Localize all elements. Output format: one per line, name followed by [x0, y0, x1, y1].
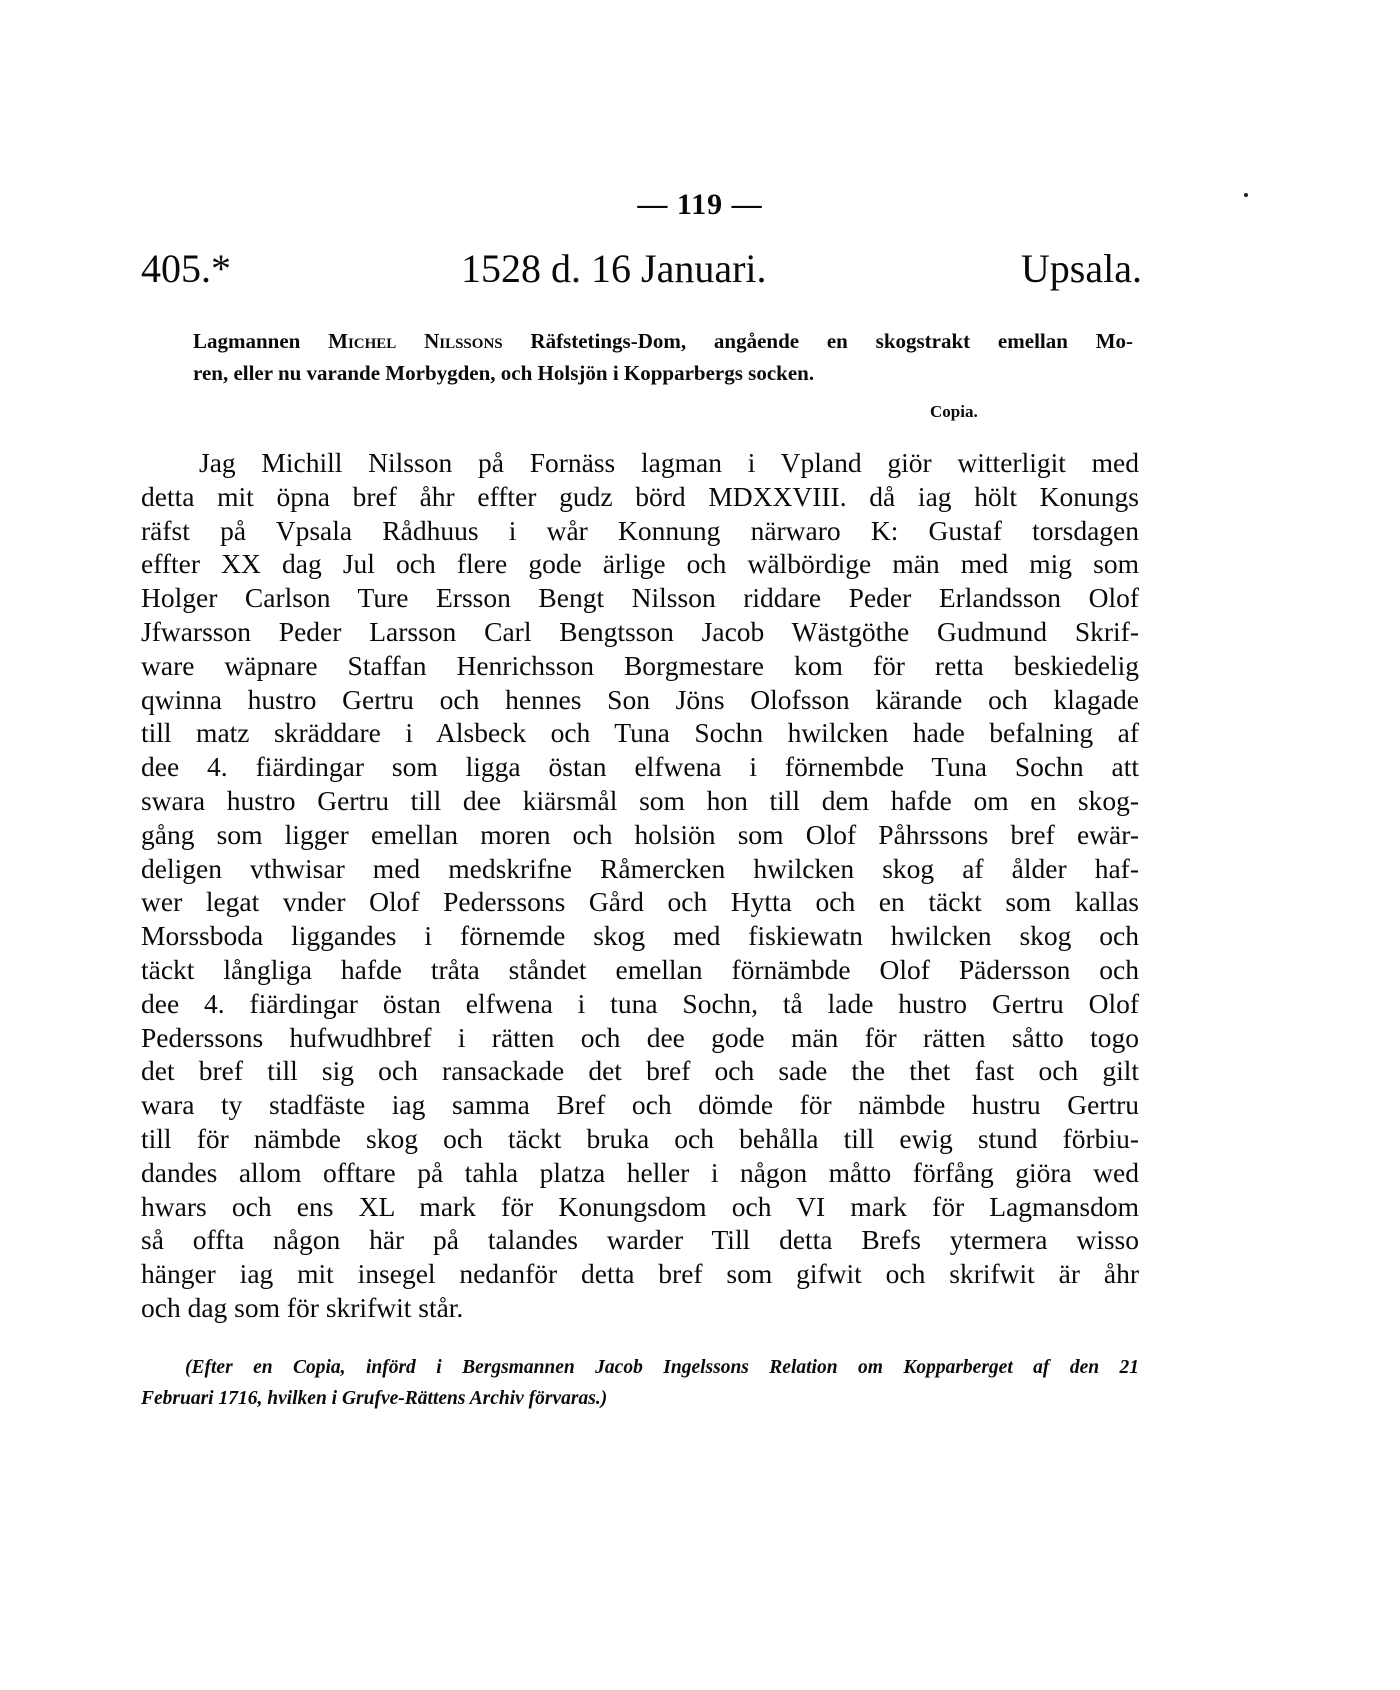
body-line: det bref till sig och ransackade det bref och sade the thet fast och gilt	[141, 1055, 1139, 1087]
body-line: gång som ligger emellan moren och holsiön som Olof Påhrssons bref ewär-	[141, 818, 1139, 850]
body-line: detta mit öpna bref åhr effter gudz börd MDXXVIII. då iag hölt Konungs	[141, 480, 1139, 512]
body-line: Jfwarsson Peder Larsson Carl Bengtsson Jacob Wästgöthe Gudmund Skrif-	[141, 615, 1139, 647]
body-line: dee 4. fiärdingar östan elfwena i tuna Sochn, tå lade hustro Gertru Olof	[141, 987, 1139, 1019]
body-line: till för nämbde skog och täckt bruka och behålla till ewig stund förbiu-	[141, 1122, 1139, 1154]
summary-line-2: ren, eller nu varande Morbygden, och Holsjön i Kopparbergs socken.	[193, 361, 815, 385]
document-place: Upsala.	[1020, 246, 1142, 291]
body-line: Pederssons hufwudhbref i rätten och dee gode män för rätten såtto togo	[141, 1021, 1139, 1053]
copia-label: Copia.	[930, 402, 978, 421]
body-line: hwars och ens XL mark för Konungsdom och VI mark för Lagmansdom	[141, 1190, 1139, 1222]
body-line: Jag Michill Nilsson på Fornäss lagman i Vpland giör witterligit med	[199, 447, 1139, 478]
document-number: 405.*	[141, 246, 231, 291]
body-line: täckt långliga hafde tråta ståndet emellan förnämbde Olof Pädersson och	[141, 953, 1139, 985]
body-line: deligen vthwisar med medskrifne Råmercken hwilcken skog af ålder haf-	[141, 852, 1139, 884]
body-line: hänger iag mit insegel nedanför detta bref som gifwit och skrifwit är åhr	[141, 1258, 1139, 1290]
body-line: dee 4. fiärdingar som ligga östan elfwena i förnembde Tuna Sochn att	[141, 751, 1139, 783]
body-line: dandes allom offtare på tahla platza heller i någon måtto förfång giöra wed	[141, 1156, 1139, 1188]
body-line: effter XX dag Jul och flere gode ärlige och wälbördige män med mig som	[141, 548, 1139, 580]
ink-speck	[1244, 193, 1248, 197]
document-summary	[193, 325, 1133, 389]
summary-person-name: Michel Nilssons	[328, 329, 503, 353]
summary-line-1-rest: Räfstetings-Dom, angående en skogstrakt emellan Mo-	[530, 329, 1134, 353]
body-text	[141, 446, 1139, 1325]
source-footnote	[141, 1352, 1139, 1414]
body-line: så offta någon här på talandes warder Till detta Brefs ytermera wisso	[141, 1224, 1139, 1256]
page-number: — 119 —	[637, 188, 763, 221]
body-line: wer legat vnder Olof Pederssons Gård och Hytta och en täckt som kallas	[141, 886, 1139, 918]
summary-lead: Lagmannen	[193, 329, 301, 353]
body-line: Morssboda liggandes i förnemde skog med fiskiewatn hwilcken skog och	[141, 920, 1139, 952]
footnote-line-2: Februari 1716, hvilken i Grufve-Rättens Archiv förvaras.)	[141, 1388, 608, 1409]
body-line: Holger Carlson Ture Ersson Bengt Nilsson riddare Peder Erlandsson Olof	[141, 582, 1139, 614]
body-line: wara ty stadfäste iag samma Bref och dömde för nämbde hustru Gertru	[141, 1089, 1139, 1121]
summary-line-1	[193, 325, 1133, 357]
document-date: 1528 d. 16 Januari.	[461, 246, 767, 291]
body-line: räfst på Vpsala Rådhuus i wår Konnung närwaro K: Gustaf torsdagen	[141, 514, 1139, 546]
body-line: swara hustro Gertru till dee kiärsmål som hon till dem hafde om en skog-	[141, 784, 1139, 816]
body-line: qwinna hustro Gertru och hennes Son Jöns Olofsson kärande och klagade	[141, 683, 1139, 715]
body-line: och dag som för skrifwit står.	[141, 1291, 464, 1323]
body-line: till matz skräddare i Alsbeck och Tuna Sochn hwilcken hade befalning af	[141, 717, 1139, 749]
footnote-line-1: (Efter en Copia, införd i Bergsmannen Jacob Ingelssons Relation om Kopparberget af den 21	[185, 1357, 1139, 1378]
document-header	[141, 245, 1142, 295]
body-line: ware wäpnare Staffan Henrichsson Borgmestare kom för retta beskiedelig	[141, 649, 1139, 681]
